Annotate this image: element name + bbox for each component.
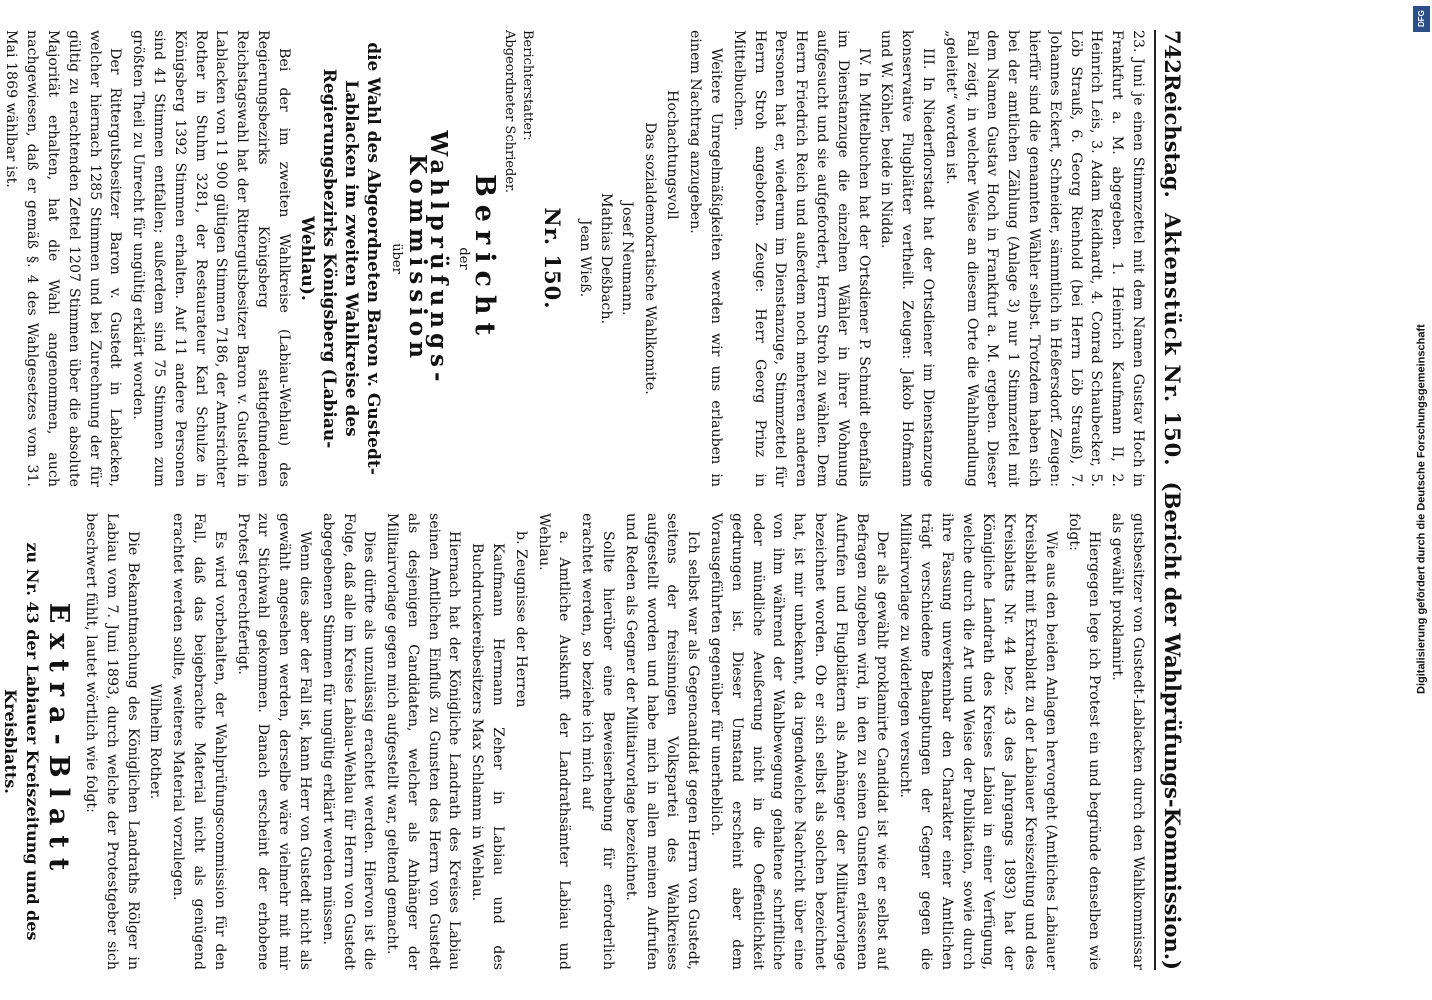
list-item: a. Amtliche Auskunft der Landrathsämter Labiau und Wehlau. — [535, 513, 573, 970]
extra-blatt-subtitle: zu Nr. 43 der Labiauer Kreiszeitung und des Kreisblatts. — [1, 542, 43, 941]
committee: Das sozialdemokratische Wahlkomite. — [641, 122, 658, 395]
paragraph: Der als gewählt proklamirte Candidat ist wie er selbst auf Befragen zugeben wird, in den zu seinen Gunsten erlassenen Aufrufen und Flugblättern als Anhänger der Militairvorlage bezeichnet worden. Ob er sich selbst als solchen bezeichnet hat, ist mir unbekannt, da irgendwelche Nachricht über eine von ihm während der Wahlbewegung gehaltene schriftliche oder mündliche Aeußerung nicht in die Oeffentlichkeit gedrungen ist. Dieser Umstand erscheint aber dem Vorausgeführten gegenüber für unerheblich. — [708, 513, 891, 970]
commission-heading: Wahlprüfungs-Kommission — [404, 130, 453, 387]
reporter-label: Berichterstatter: — [519, 30, 535, 141]
signatures — [574, 30, 636, 487]
signature: Josef Neumann. — [618, 201, 635, 316]
document-number: Nr. 150. — [540, 207, 566, 310]
paragraph: Hiergegen lege ich Protest ein und begründe denselben wie folgt: — [1065, 513, 1103, 970]
head-center: Aktenstück Nr. 150. — [1160, 212, 1185, 467]
signature: Wilhelm Rother. — [147, 683, 164, 800]
reporter-name: Abgeordneter Schrieder. — [501, 30, 517, 193]
running-head — [1154, 30, 1196, 970]
extra-blatt-heading: Extra-Blatt — [43, 602, 75, 881]
paragraph: Hiernach hat der Königliche Landrath des Kreises Labiau seinen Amtlichen Einfluß zu Gunsten des Herrn von Gustedt als desjenigen Candidaten, welcher als Anhänger der Militairvorlage gegen mich aufgestellt war, geltend gemacht. — [384, 513, 463, 970]
paragraph: Ich selbst war als Gegencandidat gegen Herrn von Gustedt, seitens der freisinnigen Volkspartei des Wahlkreises aufgestellt worden und habe mich in allen meinen Aufrufen und Reden als Gegner der Militairvorlage bezeichnet. — [622, 513, 702, 970]
report-title: die Wahl des Abgeordneten Baron v. Gustedt-Lablacken im zweiten Wahlkreise des Regierungsbezirks Königsberg (Labiau-Wehlau). — [296, 42, 383, 475]
report-heading: Bericht — [468, 173, 500, 344]
paragraph: gutsbesitzer von Gustedt-Lablacken durch den Wahlkommissar als gewählt proklamirt. — [1109, 513, 1146, 970]
head-right: (Bericht der Wahlprüfungs-Kommission.) — [1160, 481, 1185, 970]
signature: Jean Wieß. — [577, 219, 594, 298]
dfg-logo: DFG — [1413, 6, 1430, 32]
page-number: 742 — [1160, 30, 1185, 74]
column-left — [0, 30, 1148, 487]
paragraph: Bei der im zweiten Wahlkreise (Labiau-Wehlau) des Regierungsbezirks Königsberg stattgefundenen Reichstagswahl hat der Rittergutsbesitzer Baron v. Gustedt in Lablacken von 11 900 gültigen Stimmen 7186, der Amtsrichter Rother in Stuhm 3281, der Restaurateur Karl Schulze in Königsberg 1392 Stimmen erhalten. Auf 11 andere Personen sind 41 Stimmen entfallen; außerdem sind 75 Stimmen zum größten Theil zu Unrecht für ungültig erklärt worden. — [130, 30, 292, 487]
text-columns — [0, 30, 1148, 970]
digitization-credit: Digitalisierung gefördert durch die Deutsche Forschungsgemeinschaft — [1415, 324, 1428, 694]
list-item: b. Zeugnisse der Herren — [512, 531, 529, 708]
paragraph: Der Rittergutsbesitzer Baron v. Gustedt in Lablacken, welcher hiernach 1285 Stimmen und bei Zurechnung der für gültig zu erachtenden Zettel 1207 Stimmen über die absolute Majorität erhalten, hat die Wahl angenommen, auch nachgewiesen, daß er gemäß §. 4 des Wahlgesetzes vom 31. Mai 1869 wählbar ist. — [3, 30, 124, 487]
paragraph: III. In Niederflorstadt hat der Ortsdiener im Dienstanzuge konservative Flugblätter vertheilt. Zeugen: Jakob Hofmann und W. Köhler, beide in Nidda. — [878, 30, 937, 487]
paragraph: Die Bekanntmachung des Königlichen Landraths Rölger in Labiau vom 7. Juni 1893, durch welche der Protestgeber sich beschwert fühlt, lautet wörtlich wie folgt: — [82, 513, 141, 970]
paragraph: Es wird vorbehalten, der Wahlprüfungscommission für den Fall, daß das beigebrachte Material nicht als genügend erachtet werden sollte, weiteres Material vorzulegen. — [170, 513, 228, 970]
head-left: Reichstag. — [1160, 73, 1185, 198]
paragraph: Weitere Unregelmäßigkeiten werden wir uns erlauben in einem Nachtrag anzugeben. — [687, 30, 725, 487]
paragraph: Sollte hierüber eine Beweiserhebung für erforderlich erachtet werden, so beziehe ich mich auf — [579, 513, 617, 970]
paragraph: 23. Juni je einen Stimmzettel mit dem Namen Gustav Hoch in Frankfurt a. M. abgegeben. 1. Heinrich Kaufmann II, 2. Heinrich Leis, 3. Adam Reidhardt, 4. Conrad Schaubecker, 5. Löb Strauß, 6. Georg Rienhold (bei Herrn Löb Strauß), 7. Johannes Eckert, Schneider, sämmtlich in Heßersdorf. Zeugen: hierfür sind die genannten Wähler selbst. Trotzdem haben sich bei der amtlichen Zählung (Anlage 3) nur 1 Stimmzettel mit dem Namen Gustav Hoch in Frankfurt a. M. ergeben. Dieser Fall zeigt, in welcher Weise an diesem Orte die Wahlhandlung „geleitet“ worden ist. — [942, 30, 1146, 487]
paragraph: Dies dürfte als unzulässig erachtet werden. Hiervon ist die Folge, daß alle im Kreise Labiau-Wehlau für Herrn von Gustedt abgegebenen Stimmen für ungültig erklärt werden müssen. — [319, 513, 378, 970]
paragraph: Wie aus den beiden Anlagen hervorgeht (Amtliches Labiauer Kreisblatt mit Extrablatt zu der Labiauer Kreiszeitung und des Kreisblatts Nr. 44 bez. 43 des Jahrgangs 1893) hat der Königliche Landrath des Kreises Labiau in einer Verfügung, welche durch die Art und Weise der Publikation, sowie durch ihre Fassung unverkennbar den Charakter einer Amtlichen trägt verschiedene Behauptungen der Gegner gegen die Militairvorlage zu widerlegen versucht. — [897, 513, 1059, 970]
report-ueber: über — [389, 243, 405, 274]
paragraph: IV. In Mittelbuchen hat der Ortsdiener P. Schmidt ebenfalls im Dienstanzuge die einzelnen Wähler in ihrer Wohnung aufgesucht und sie aufgefordert, Herrn Stroh zu wählen. Dem Herrn Friedrich Reich und außerdem noch mehreren anderen Personen hat er, wiederum im Dienstanzuge, Stimmzettel für Herrn Stroh angeboten. Zeuge: Herr Georg Prinz in Mittelbuchen. — [730, 30, 872, 487]
signature: Mathias Deßbach. — [598, 193, 615, 324]
closing: Hochachtungsvoll — [664, 90, 681, 220]
reporter-block — [500, 30, 536, 487]
paragraph: Wenn dies aber der Fall ist, kann Herr von Gustedt nicht als gewählt angesehen werden, derselbe wäre vielmehr mit mir zur Stichwahl gekommen. Danach erscheint der erhobene Protest gerechtfertigt. — [234, 513, 313, 970]
column-right — [0, 513, 1148, 970]
report-der: der — [455, 247, 471, 270]
list-item-detail: Kaufmann Hermann Zeher in Labiau und des Buchdruckereibesitzers Max Schlamm in Wehlau. — [469, 543, 507, 970]
scanned-page — [0, 10, 1210, 990]
